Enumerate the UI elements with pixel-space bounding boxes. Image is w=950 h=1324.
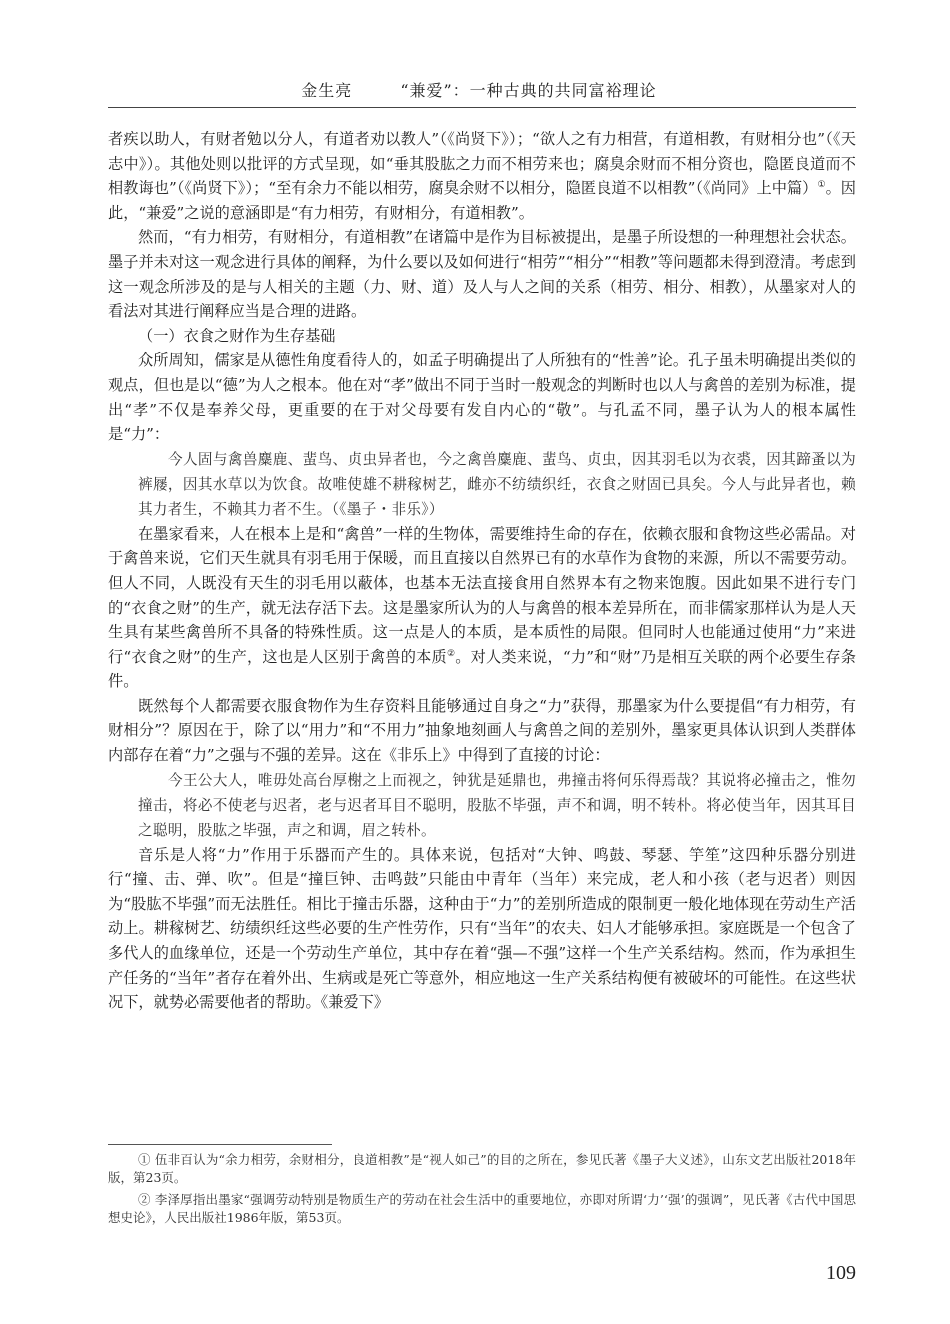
- paragraph-4: 在墨家看来，人在根本上是和“禽兽”一样的生物体，需要维持生命的存在，依赖衣服和食物这些必需品。对于禽兽来说，它们天生就具有羽毛用于保暖，而且直接以自然界已有的水草作为食物的来源，所以不需要劳动。但人不同，人既没有天生的羽毛用以蔽体，也基本无法直接食用自然界本有之物来饱腹。因此如果不进行专门的“衣食之财”的生产，就无法存活下去。这是墨家所认为的人与禽兽的根本差异所在，而非儒家那样认为是人天生具有某些禽兽所不具备的特殊性质。这一点是人的本质，是本质性的局限。但同时人也能通过使用“力”来进行“衣食之财”的生产，这也是人区别于禽兽的本质②。对人类来说，“力”和“财”乃是相互关联的两个必要生存条件。: [108, 524, 856, 691]
- block-quote-1: 今人固与禽兽麋鹿、蜚鸟、贞虫异者也，今之禽兽麋鹿、蜚鸟、贞虫，因其羽毛以为衣裘，因其蹄蚤以为裤屦，因其水草以为饮食。故唯使雄不耕稼树艺，雌亦不纺绩织纴，衣食之财固已具矣。今人与此异者也，赖其力者生，不赖其力者不生。（《墨子・非乐》）: [138, 450, 856, 518]
- header-title: “兼爱”：一种古典的共同富裕理论: [400, 81, 657, 100]
- paragraph-1: 者疾以助人，有财者勉以分人，有道者劝以教人”（《尚贤下》）；“欲人之有力相营，有道相教，有财相分也”（《天志中》）。其他处则以批评的方式呈现，如“垂其股肱之力而不相劳来也；腐臭余财而不相分资也，隐匿良道而不相教诲也”（《尚贤下》）；“至有余力不能以相劳，腐臭余财不以相分，隐匿良道不以相教”（《尚同》上中篇）①。因此，“兼爱”之说的意涵即是“有力相劳，有财相分，有道相教”。: [108, 130, 856, 222]
- paragraph-6: 音乐是人将“力”作用于乐器而产生的。具体来说，包括对“大钟、鸣鼓、琴瑟、竽笙”这四种乐器分别进行“撞、击、弹、吹”。但是“撞巨钟、击鸣鼓”只能由中青年（当年）来完成，老人和小孩（老与迟者）则因为“股肱不毕强”而无法胜任。相比于撞击乐器，这种由于“力”的差别所造成的限制更一般化地体现在劳动生产活动上。耕稼树艺、纺绩织纴这些必要的生产性劳作，只有“当年”的农夫、妇人才能够承担。家庭既是一个包含了多代人的血缘单位，还是一个劳动生产单位，其中存在着“强—不强”这样一个生产关系结构。然而，作为承担生产任务的“当年”者存在着外出、生病或是死亡等意外，相应地这一生产关系结构便有被破坏的可能性。在这些状况下，就势必需要他者的帮助。《兼爱下》: [108, 845, 856, 1012]
- footnote-2: ② 李泽厚指出墨家“强调劳动特别是物质生产的劳动在社会生活中的重要地位，亦即对所谓‘力’‘强’的强调”，见氏著《古代中国思想史论》，人民出版社1986年版，第53页。: [108, 1192, 856, 1225]
- footnote-ref-2: ②: [446, 648, 456, 659]
- paragraph-2: 然而，“有力相劳，有财相分，有道相教”在诸篇中是作为目标被提出，是墨子所设想的一种理想社会状态。墨子并未对这一观念进行具体的阐释，为什么要以及如何进行“相劳”“相分”“相教”等问题都未得到澄清。考虑到这一观念所涉及的是与人相关的主题（力、财、道）及人与人之间的关系（相劳、相分、相教），从墨家对人的看法对其进行阐释应当是合理的进路。: [108, 228, 856, 321]
- footnote-divider: [108, 1144, 332, 1145]
- page-number: 109: [826, 1262, 856, 1284]
- paragraph-5: 既然每个人都需要衣服食物作为生存资料且能够通过自身之“力”获得，那墨家为什么要提倡“有力相劳，有财相分”？原因在于，除了以“用力”和“不用力”抽象地刻画人与禽兽之间的差别外，墨家更具体认识到人类群体内部存在着“力”之强与不强的差异。这在《非乐上》中得到了直接的讨论：: [108, 696, 856, 765]
- header-author: 金生亮: [301, 81, 353, 100]
- running-header: [108, 78, 850, 101]
- paragraph-3: 众所周知，儒家是从德性角度看待人的，如孟子明确提出了人所独有的“性善”论。孔子虽未明确提出类似的观点，但也是以“德”为人之根本。他在对“孝”做出不同于当时一般观念的判断时也以人与禽兽的差别为标准，提出“孝”不仅是奉养父母，更重要的在于对父母要有发自内心的“敬”。与孔孟不同，墨子认为人的根本属性是“力”：: [108, 351, 856, 444]
- block-quote-2: 今王公大人，唯毋处高台厚榭之上而视之，钟犹是延鼎也，弗撞击将何乐得焉哉？其说将必撞击之，惟勿撞击，将必不使老与迟者，老与迟者耳目不聪明，股肱不毕强，声不和调，明不转朴。将必使当年，因其耳目之聪明，股肱之毕强，声之和调，眉之转朴。: [138, 771, 856, 839]
- header-divider: [108, 107, 856, 108]
- article-body: [108, 127, 856, 1015]
- section-heading: （一）衣食之财作为生存基础: [138, 326, 336, 345]
- footnotes: [108, 1151, 856, 1231]
- footnote-1: ① 伍非百认为“余力相劳，余财相分，良道相教”是“视人如己”的目的之所在，参见氏著《墨子大义述》，山东文艺出版社2018年版，第23页。: [108, 1152, 856, 1185]
- footnote-ref-1: ①: [817, 180, 826, 191]
